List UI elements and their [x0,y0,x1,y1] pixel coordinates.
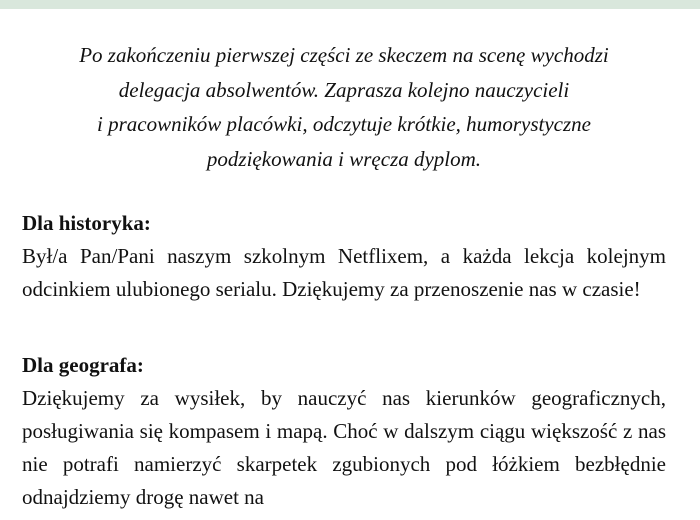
intro-line: delegacja absolwentów. Zaprasza kolejno nauczycieli [118,77,570,102]
document-content [22,38,666,514]
geographer-heading: Dla geografa: [22,353,144,377]
historian-text: Był/a Pan/Pani naszym szkolnym Netflixem, a każda lekcja kolejnym odcinkiem ulubionego serialu. Dziękujemy za przenoszenie nas w czasie! [22,244,666,301]
intro-line: i pracowników placówki, odczytuje krótkie, humorystyczne [97,112,591,136]
intro-line: podziękowania i wręcza dyplom. [206,146,482,171]
geographer-text: Dziękujemy za wysiłek, by nauczyć nas kierunków geograficznych, posługiwania się kompasem i mapą. Choć w dalszym ciągu większość z nas nie potrafi namierzyć skarpetek zgubionych pod łóżkiem bezbłędnie odnajdziemy drogę nawet na [22,386,666,509]
intro-line: Po zakończeniu pierwszej części ze skeczem na scenę wychodzi [79,43,609,67]
historian-section [22,207,666,306]
top-decorative-band [0,0,700,9]
intro-paragraph [22,38,666,176]
historian-heading: Dla historyka: [22,211,151,235]
geographer-section [22,349,666,514]
